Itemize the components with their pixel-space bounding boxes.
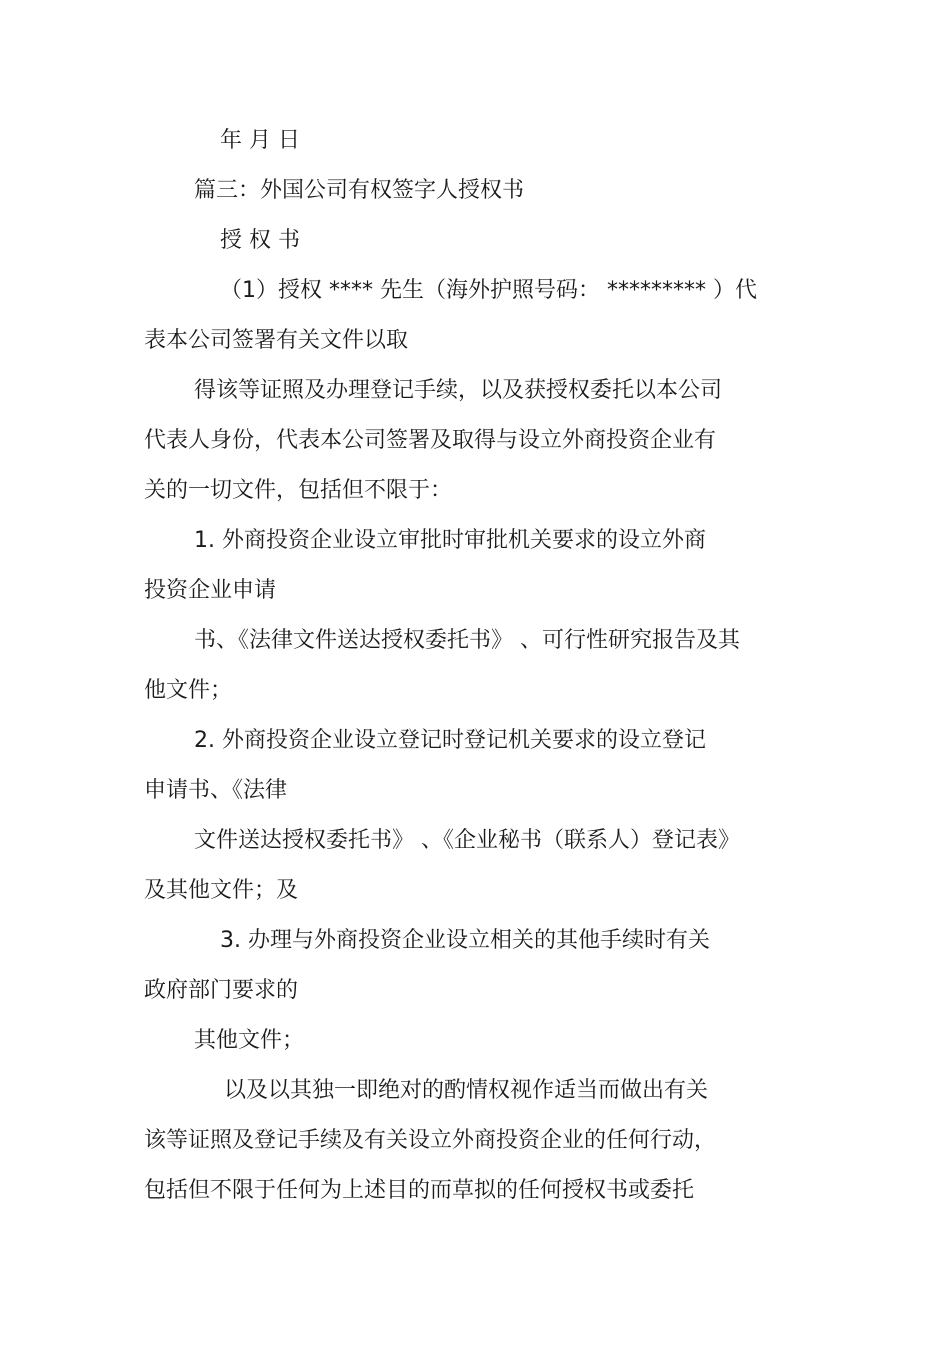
text-line: 包括但不限于任何为上述目的而草拟的任何授权书或委托 <box>144 1178 695 1203</box>
date-line: 年 月 日 <box>220 128 300 153</box>
section-heading: 篇三：外国公司有权签字人授权书 <box>194 178 525 203</box>
text-line: 书、《法律文件送达授权委托书》 、可行性研究报告及其 <box>194 628 740 653</box>
text-line: 文件送达授权委托书》 、《企业秘书（联系人）登记表》 <box>194 828 740 853</box>
text-line: 投资企业申请 <box>144 578 277 603</box>
text-line: 关的一切文件，包括但不限于： <box>144 478 453 503</box>
text-line: 该等证照及登记手续及有关设立外商投资企业的任何行动， <box>144 1128 717 1153</box>
text-line: 申请书、《法律 <box>144 778 288 803</box>
text-line: 代表人身份，代表本公司签署及取得与设立外商投资企业有 <box>144 428 717 453</box>
text-line: 及其他文件；及 <box>144 878 299 903</box>
document-title: 授 权 书 <box>220 228 300 253</box>
list-item: 1. 外商投资企业设立审批时审批机关要求的设立外商 <box>194 528 706 553</box>
list-item: 3. 办理与外商投资企业设立相关的其他手续时有关 <box>220 928 710 953</box>
text-line: 得该等证照及办理登记手续，以及获授权委托以本公司 <box>194 378 723 403</box>
text-line: 以及以其独一即绝对的酌情权视作适当而做出有关 <box>224 1078 709 1103</box>
text-line: 其他文件； <box>194 1028 305 1053</box>
text-line: 政府部门要求的 <box>144 978 299 1003</box>
text-line: （1）授权 **** 先生（海外护照号码： ********* ）代 <box>220 278 757 303</box>
text-line: 他文件； <box>144 678 233 703</box>
list-item: 2. 外商投资企业设立登记时登记机关要求的设立登记 <box>194 728 706 753</box>
text-line: 表本公司签署有关文件以取 <box>144 328 409 353</box>
